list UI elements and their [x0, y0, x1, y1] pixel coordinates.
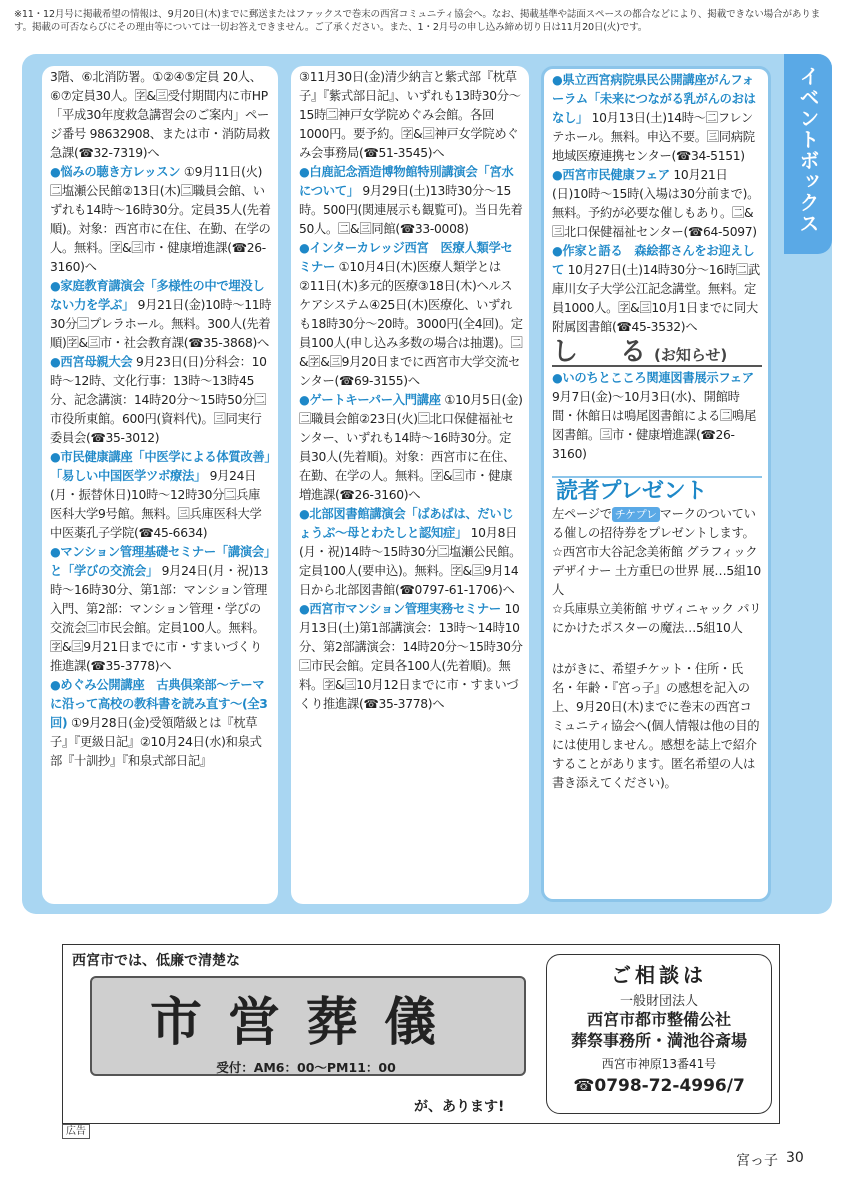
reader-present — [552, 476, 762, 793]
event-body: 10月27日(土)14時30分〜16時🈔武庫川女子大学公江記念講堂。無料。定員1000人。🈑&🈪10月1日までに同大附属図書館(☎45-3532)へ — [552, 263, 760, 334]
event-body: ①9月11日(火)🈔塩瀬公民館②13日(木)🈔職員会館、いずれも14時〜16時30分。定員35人(先着順)。対象：西宮市に在住、在勤、在学の人。無料。🈑&🈪市・健康増進課(☎26-3160)へ — [50, 165, 271, 274]
event-title: ●県立西宮病院県民公開講座がんフォーラム「未来につながる乳がんのおはなし」 — [552, 73, 756, 125]
event-body: ①10月5日(金)🈔職員会館②23日(火)🈔北口保健福祉センター、いずれも14時〜16時30分。定員30人(先着順)。対象：西宮市に在住、在勤、在学の人。無料。🈑&🈪市・健康増進課(☎26-3160)へ — [299, 393, 523, 502]
shiru-subtitle: (お知らせ) — [654, 346, 728, 364]
shiru-heading: し る(お知らせ) — [552, 343, 762, 367]
present-item: ☆兵庫県立美術館 サヴィニャック パリにかけたポスターの魔法…5組10人 — [552, 602, 762, 635]
event-body: 9月24日(月・祝)13時〜16時30分、第1部：マンション管理入門、第2部：マンション管理・学びの交流会🈔市民会館。定員100人。無料。🈑&🈪9月21日までに市・すまいづくり推進課(☎35-3778)へ — [50, 564, 269, 673]
event-item — [299, 239, 523, 391]
event-body: 9月23日(日)分科会：10時〜12時、文化行事：13時〜13時45分、記念講演：14時20分〜15時50分🈔市役所東館。600円(資料代)。🈪同実行委員会(☎35-3012) — [50, 355, 267, 445]
submission-notice: ※11・12月号に掲載希望の情報は、9月20日(木)までに郵送またはファックスで巻末の西宮コミュニティ協会へ。なお、掲載基準や誌面スペースの都合などにより、掲載できない場合があります。掲載の可否ならびにその理由等については一切お答えできません。ご了承ください。また、1・2月号の申し込み締め切り日は11月20日(火)です。 — [14, 9, 821, 33]
consult-box — [546, 954, 772, 1114]
event-item — [50, 448, 272, 543]
event-item — [50, 543, 272, 676]
event-title: ●西宮市マンション管理実務セミナー — [299, 602, 501, 616]
info-item — [552, 369, 762, 464]
consult-heading: ご相談は — [611, 963, 707, 987]
event-title: ●西宮母親大会 — [50, 355, 133, 369]
event-column-2 — [291, 66, 529, 904]
section-tab-label: イベントボックス — [796, 66, 820, 234]
present-item: ☆西宮市大谷記念美術館 グラフィックデザイナー 土方重巳の世界 展…5組10人 — [552, 545, 761, 597]
event-item — [299, 600, 523, 714]
event-title: ●北部図書館講演会「ばあばは、だいじょうぶ〜母とわたしと認知症」 — [299, 507, 514, 540]
ad-tail-text: が、あります! — [414, 1099, 505, 1115]
event-item — [299, 163, 523, 239]
event-item — [299, 391, 523, 505]
event-item — [50, 277, 272, 353]
present-howto: はがきに、希望チケット・住所・氏名・年齢・『宮っ子』の感想を記入の上、9月20日(木)までに巻末の西宮コミュニティ協会へ(個人情報は他の目的には使用しません。感想を誌上で紹介することがあります。匿名希望の人は書き添えてください)。 — [552, 662, 760, 790]
event-title: ●インターカレッジ西宮 医療人類学セミナー — [299, 241, 513, 274]
event-title: ●白鹿記念酒造博物館特別講演会「宮水について」 — [299, 165, 514, 198]
event-title: ●家庭教育講演会「多様性の中で埋没しない力を学ぶ」 — [50, 279, 265, 312]
ad-label: 広告 — [62, 1124, 90, 1139]
event-body: 10月13日(土)第1部講演会：13時〜14時10分、第2部講演会：14時20分〜15時30分🈔市民会館。定員各100人(先着順)。無料。🈑&🈪10月12日までに市・すまいづくり推進課(☎35-3778)へ — [299, 602, 523, 711]
event-body: 10月8日(月・祝)14時〜15時30分🈔塩瀬公民館。定員100人(要申込)。無料。🈑&🈪9月14日から北部図書館(☎0797-61-1706)へ — [299, 526, 522, 597]
event-item — [50, 163, 272, 277]
consult-phone: ☎0798-72-4996/7 — [573, 1076, 745, 1096]
event-item — [552, 242, 762, 337]
event-item — [552, 71, 762, 166]
event-item — [50, 353, 272, 448]
event-body: 10月13日(土)14時〜🈔フレンテホール。無料。申込不要。🈪同病院地域医療連携センター(☎34-5151) — [552, 111, 755, 163]
ticket-present-badge: チケプレ — [612, 507, 660, 522]
consult-org: 西宮市都市整備公社 — [586, 1010, 731, 1029]
event-title: ●作家と語る 森絵都さんをお迎えして — [552, 244, 755, 277]
event-column-1 — [42, 66, 278, 904]
event-item — [299, 505, 523, 600]
event-item: 3階、⑥北消防署。①②④⑤定員 20人、⑥⑦定員30人。🈑&🈪受付期間内に市HP「平成30年度救急講習会のご案内」ページ番号 98632908、または市・消防局救急課(☎32-7319)へ — [50, 70, 270, 160]
ad-title: 市営葬儀 — [149, 993, 462, 1053]
event-item — [552, 166, 762, 242]
consult-office: 葬祭事務所・満池谷斎場 — [570, 1031, 747, 1050]
present-intro: 左ページで チケプレ マークのついている催しの招待券をプレゼントします。 — [552, 507, 756, 540]
event-body: 10月21日(日)10時〜15時(入場は30分前まで)。無料。予約が必要な催しもあり。🈔&🈪北口保健福祉センター(☎64-5097) — [552, 168, 760, 239]
present-title: 読者プレゼント — [556, 479, 708, 504]
event-body: ①9月28日(金)受領階級とは『枕草子』『更級日記』②10月24日(水)和泉式部『十訓抄』『和泉式部日記』 — [50, 716, 262, 768]
event-body: 9月21日(金)10時〜11時30分🈔プレラホール。無料。300人(先着順)🈑&🈪市・社会教育課(☎35-3868)へ — [50, 298, 272, 350]
event-title: ●マンション管理基礎セミナー「講演会」と「学びの交流会」 — [50, 545, 270, 578]
event-title: ●悩みの聴き方レッスン — [50, 165, 181, 179]
event-title: ●市民健康講座「中医学による体質改善」「易しい中国医学ツボ療法」 — [50, 450, 271, 483]
ad-hours: 受付：AM6：00〜PM11：00 — [216, 1060, 396, 1075]
consult-address: 西宮市神原13番41号 — [601, 1057, 717, 1071]
magazine-name: 宮っ子 — [736, 1153, 778, 1169]
event-item — [50, 676, 272, 771]
ad-lead-text: 西宮市では、低廉で清楚な — [72, 953, 240, 969]
event-body: 9月24日(月・振替休日)10時〜12時30分🈔兵庫医科大学9号館。無料。🈪兵庫医科大学中医薬孔子学院(☎45-6634) — [50, 469, 262, 540]
consult-corp: 一般財団法人 — [619, 994, 698, 1009]
info-body: 9月7日(金)〜10月3日(水)、開館時間・休館日は鳴尾図書館による🈔鳴尾図書館。🈪市・健康増進課(☎26-3160) — [552, 390, 756, 461]
event-title: ●西宮市民健康フェア — [552, 168, 670, 182]
event-body: ①10月4日(木)医療人類学とは②11日(木)多元的医療③18日(木)ヘルスケアシステム④25日(木)医療化、いずれも18時30分〜20時。3000円(全4回)。定員100人(申し込み多数の場合は抽選)。🈔&🈑&🈪9月20日までに西宮市大学交流センター(☎69-3155)へ — [299, 260, 523, 388]
event-item: ③11月30日(金)清少納言と紫式部『枕草子』『紫式部日記』、いずれも13時30分〜15時🈔神戸女学院めぐみ会館。各回1000円。要予約。🈑&🈪神戸女学院めぐみ会事務局(☎51-3545)へ — [299, 70, 521, 160]
info-title: ●いのちとこころ関連図書展示フェア — [552, 371, 754, 385]
event-column-3 — [541, 66, 771, 902]
event-body: 9月29日(土)13時30分〜15時。500円(関連展示も観覧可)。当日先着50人。🈔&🈪同館(☎33-0008) — [299, 184, 523, 236]
event-title: ●ゲートキーパー入門講座 — [299, 393, 441, 407]
page-number: 30 — [786, 1150, 804, 1166]
event-title: ●めぐみ公開講座 古典倶楽部〜テーマに沿って高校の教科書を読み直す〜(全3回) — [50, 678, 268, 730]
